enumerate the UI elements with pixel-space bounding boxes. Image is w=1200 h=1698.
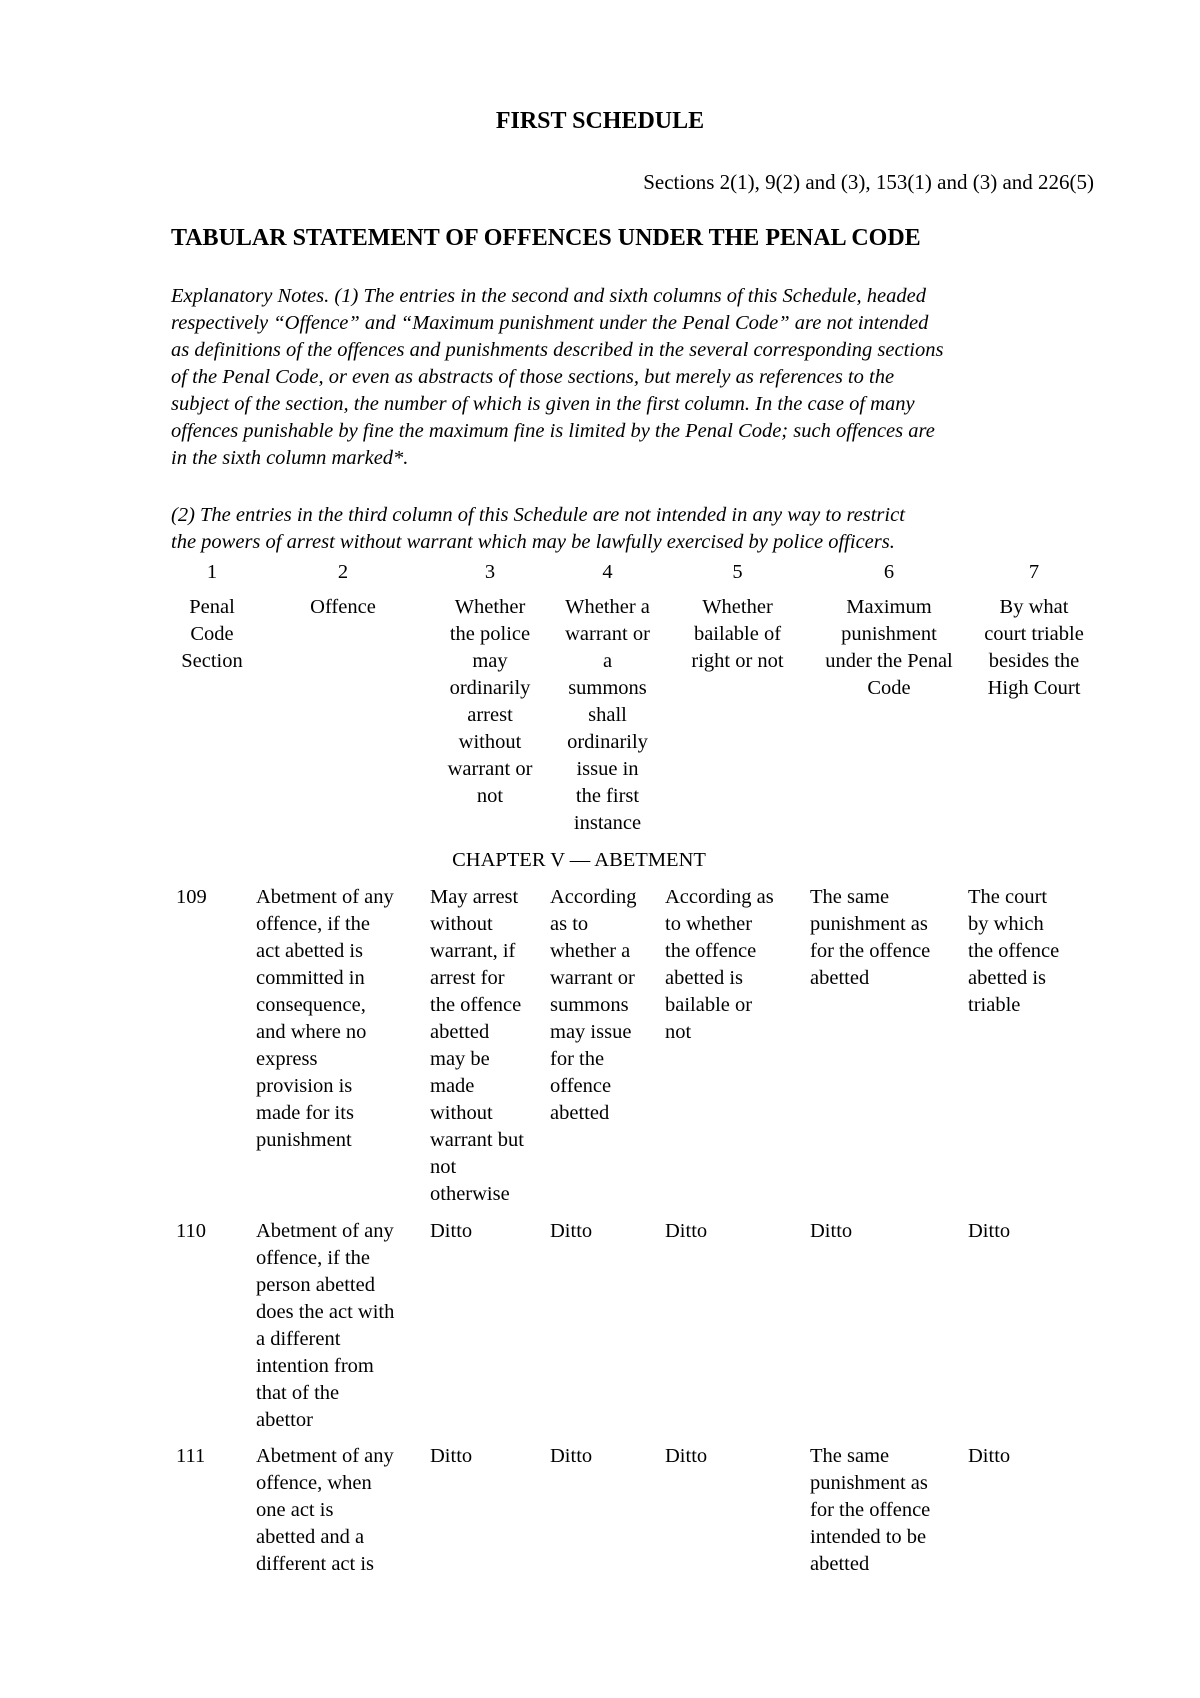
court-cell: Ditto	[968, 1445, 1011, 1467]
punishment-cell: The same punishment as for the offence intended to be abetted	[810, 1445, 931, 1575]
column-number: 6	[883, 561, 895, 583]
offence-cell: Abetment of any offence, if the person abetted does the act with a different intention from that of the abettor	[256, 1220, 395, 1431]
header-court-triable: By what court triable besides the High Court	[984, 596, 1084, 699]
section-number: 110	[176, 1220, 206, 1242]
sections-reference: Sections 2(1), 9(2) and (3), 153(1) and (3) and 226(5)	[643, 170, 1094, 194]
column-number: 3	[484, 561, 496, 583]
arrest-cell: Ditto	[430, 1445, 473, 1467]
column-number: 1	[206, 561, 218, 583]
punishment-cell: Ditto	[810, 1220, 853, 1242]
section-number: 111	[176, 1445, 206, 1467]
chapter-heading: CHAPTER V — ABETMENT	[452, 849, 706, 871]
bailable-cell: Ditto	[665, 1220, 708, 1242]
header-bailable: Whether bailable of right or not	[691, 596, 784, 672]
column-number: 7	[1028, 561, 1040, 583]
document-subtitle: TABULAR STATEMENT OF OFFENCES UNDER THE PENAL CODE	[171, 225, 921, 251]
header-offence: Offence	[310, 596, 376, 618]
column-number: 5	[732, 561, 743, 583]
section-number: 109	[176, 886, 207, 908]
arrest-cell: Ditto	[430, 1220, 473, 1242]
bailable-cell: Ditto	[665, 1445, 708, 1467]
warrant-cell: According as to whether a warrant or summons may issue for the offence abetted	[550, 886, 637, 1124]
court-cell: The court by which the offence abetted is triable	[968, 886, 1060, 1016]
explanatory-note-1: Explanatory Notes. (1) The entries in the second and sixth columns of this Schedule, headed respectively “Offence” and “Maximum punishment under the Penal Code” are not intended as definitions of the offences and punishments described in the several corresponding sections of the Penal Code, or even as abstracts of those sections, but merely as references to the subject of the section, the number of which is given in the first column. In the case of many offences punishable by fine the maximum fine is limited by the Penal Code; such offences are in the sixth column marked*.	[171, 285, 944, 469]
offence-cell: Abetment of any offence, when one act is abetted and a different act is	[256, 1445, 394, 1575]
header-arrest: Whether the police may ordinarily arrest without warrant or not	[447, 596, 533, 807]
offence-cell: Abetment of any offence, if the act abetted is committed in consequence, and where no express provision is made for its punishment	[256, 886, 394, 1151]
punishment-cell: The same punishment as for the offence abetted	[810, 886, 931, 989]
bailable-cell: According as to whether the offence abetted is bailable or not	[665, 886, 774, 1043]
column-number: 4	[602, 561, 613, 583]
header-penal-code-section: Penal Code Section	[181, 596, 243, 672]
warrant-cell: Ditto	[550, 1220, 593, 1242]
header-maximum-punishment: Maximum punishment under the Penal Code	[825, 596, 953, 699]
document-title: FIRST SCHEDULE	[495, 108, 705, 134]
court-cell: Ditto	[968, 1220, 1011, 1242]
column-number: 2	[337, 561, 349, 583]
arrest-cell: May arrest without warrant, if arrest for the offence abetted may be made without warrant but not otherwise	[430, 886, 524, 1205]
header-warrant-summons: Whether a warrant or a summons shall ordinarily issue in the first instance	[565, 596, 650, 834]
explanatory-note-2: (2) The entries in the third column of this Schedule are not intended in any way to restrict the powers of arrest without warrant which may be lawfully exercised by police officers.	[171, 504, 905, 553]
warrant-cell: Ditto	[550, 1445, 593, 1467]
